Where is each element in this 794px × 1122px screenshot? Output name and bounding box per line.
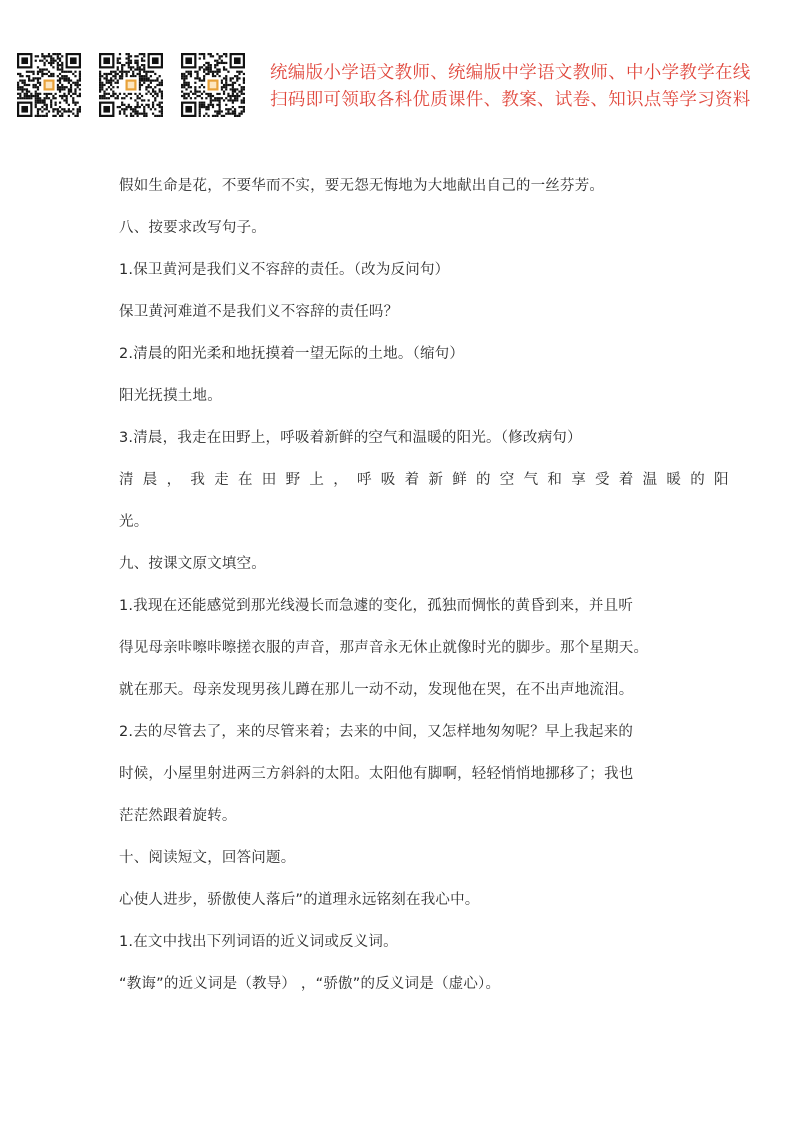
paragraph-line: 时候，小屋里射进两三方斜斜的太阳。太阳他有脚啊，轻轻悄悄地挪移了；我也 [119, 766, 634, 782]
answer-line: 阳光抚摸土地。 [119, 388, 222, 404]
paragraph-line: 心使人进步，骄傲使人落后”的道理永远铭刻在我心中。 [119, 892, 480, 908]
qr-code-icon [99, 53, 163, 117]
question-line: 3.清晨，我走在田野上，呼吸着新鲜的空气和温暖的阳光。（修改病句） [119, 430, 582, 446]
question-line: 1.在文中找出下列词语的近义词或反义词。 [119, 934, 398, 950]
promo-line-2: 扫码即可领取各科优质课件、教案、试卷、知识点等学习资料 [270, 90, 751, 110]
section-heading: 十、阅读短文，回答问题。 [119, 850, 296, 866]
qr-code-graphic [181, 53, 245, 117]
page-header [0, 0, 794, 130]
qr-code-graphic [99, 53, 163, 117]
question-line: 2.清晨的阳光柔和地抚摸着一望无际的土地。（缩句） [119, 346, 465, 362]
qr-code-icon [17, 53, 81, 117]
paragraph-line: 2.去的尽管去了，来的尽管来着；去来的中间，又怎样地匆匆呢？早上我起来的 [119, 724, 634, 740]
section-heading: 八、按要求改写句子。 [119, 220, 266, 236]
paragraph-line: 得见母亲咔嚓咔嚓搓衣服的声音，那声音永无休止就像时光的脚步。那个星期天。 [119, 640, 649, 656]
question-line: 1.保卫黄河是我们义不容辞的责任。（改为反问句） [119, 262, 450, 278]
paragraph-line: 就在那天。母亲发现男孩儿蹲在那儿一动不动，发现他在哭，在不出声地流泪。 [119, 682, 634, 698]
paragraph-line: 假如生命是花，不要华而不实，要无怨无悔地为大地献出自己的一丝芬芳。 [119, 178, 605, 194]
answer-line: “教诲”的近义词是（教导） ，“骄傲”的反义词是（虚心）。 [119, 976, 501, 992]
qr-code-graphic [17, 53, 81, 117]
promo-line-1: 统编版小学语文教师、统编版中学语文教师、中小学教学在线 [270, 63, 751, 83]
paragraph-line: 茫茫然跟着旋转。 [119, 808, 237, 824]
paragraph-line: 1.我现在还能感觉到那光线漫长而急遽的变化，孤独而惆怅的黄昏到来，并且听 [119, 598, 634, 614]
answer-line: 光。 [119, 514, 149, 530]
answer-line: 清晨，我走在田野上，呼吸着新鲜的空气和享受着温暖的阳 [119, 472, 738, 488]
answer-line: 保卫黄河难道不是我们义不容辞的责任吗？ [119, 304, 399, 320]
promo-text [270, 60, 790, 114]
section-heading: 九、按课文原文填空。 [119, 556, 266, 572]
qr-code-icon [181, 53, 245, 117]
